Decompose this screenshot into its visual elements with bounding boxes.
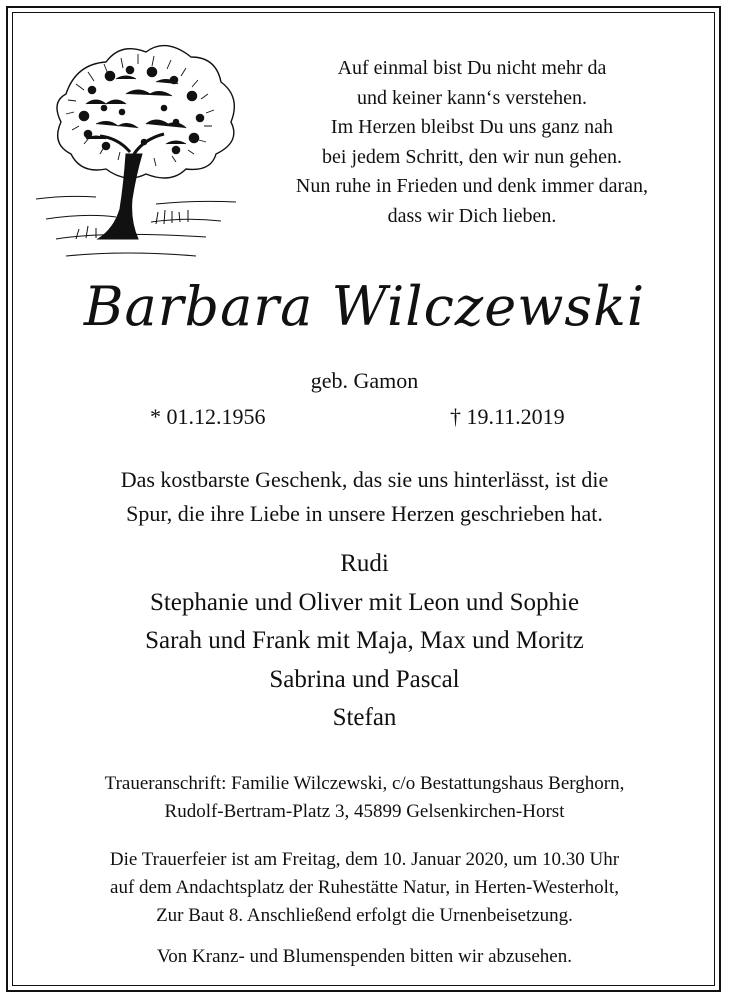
poem-line: Im Herzen bleibst Du uns ganz nah	[330, 116, 614, 138]
mourner: Stephanie und Oliver mit Leon und Sophie	[149, 588, 580, 616]
ceremony-info	[0, 846, 729, 930]
mourner: Stefan	[332, 704, 397, 731]
address-line: Rudolf-Bertram-Platz 3, 45899 Gelsenkirchen-Horst	[164, 801, 565, 822]
mourner: Sarah und Frank mit Maja, Max und Moritz	[145, 627, 584, 654]
donation-note: Von Kranz- und Blumenspenden bitten wir abzusehen.	[157, 946, 572, 967]
quote-line: Spur, die ihre Liebe in unsere Herzen geschrieben hat.	[126, 501, 603, 526]
mourning-address	[0, 770, 729, 826]
poem-line: Nun ruhe in Frieden und denk immer daran,	[295, 175, 649, 197]
mourners-list	[0, 545, 729, 738]
poem	[262, 54, 682, 231]
birth-date: * 01.12.1956	[150, 404, 266, 429]
birth-name: geb. Gamon	[310, 368, 419, 393]
address-line: Traueranschrift: Familie Wilczewski, c/o Bestattungshaus Berghorn,	[104, 773, 625, 794]
ceremony-line: Zur Baut 8. Anschließend erfolgt die Urnenbeisetzung.	[156, 905, 573, 926]
tree-illustration	[26, 24, 256, 269]
poem-line: Auf einmal bist Du nicht mehr da	[337, 57, 607, 79]
memorial-quote	[0, 463, 729, 531]
ceremony-line: auf dem Andachtsplatz der Ruhestätte Natur, in Herten-Westerholt,	[110, 877, 619, 898]
poem-line: und keiner kann‘s verstehen.	[357, 86, 587, 109]
deceased-name: Barbara Wilczewski	[83, 275, 646, 338]
poem-line: dass wir Dich lieben.	[387, 204, 557, 227]
mourner: Rudi	[340, 550, 389, 577]
poem-line: bei jedem Schritt, den wir nun gehen.	[322, 145, 622, 168]
mourner: Sabrina und Pascal	[269, 665, 460, 693]
ceremony-line: Die Trauerfeier ist am Freitag, dem 10. Januar 2020, um 10.30 Uhr	[109, 849, 620, 870]
quote-line: Das kostbarste Geschenk, das sie uns hinterlässt, ist die	[120, 467, 609, 492]
death-date: † 19.11.2019	[450, 404, 565, 429]
